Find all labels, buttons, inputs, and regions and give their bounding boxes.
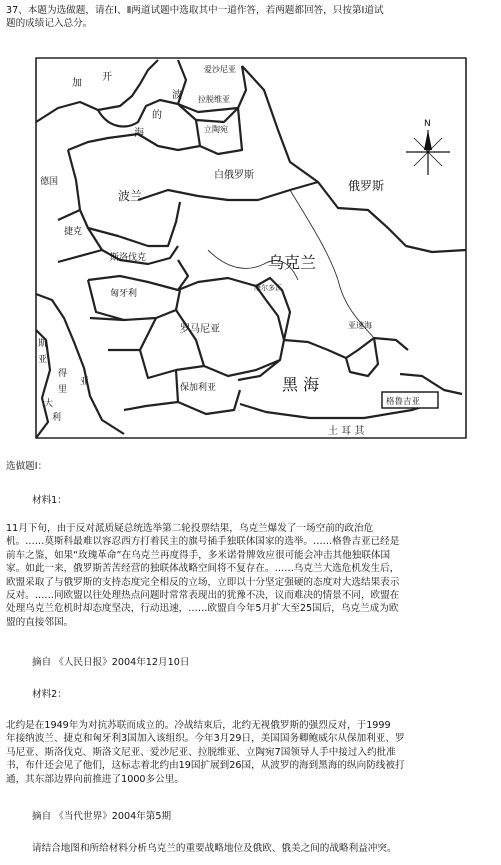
map-label-belarus: 白俄罗斯	[214, 170, 254, 181]
material1-line: 盟的直接邻国。	[6, 616, 74, 628]
map-label-russia: 俄罗斯	[348, 179, 385, 193]
material1-line: 欧盟采取了与俄罗斯的支持态度完全相反的立场，立即以十分坚定强硬的态度对大选结果表示	[6, 576, 400, 588]
map-figure	[28, 50, 471, 443]
map-label-moldova: 摩尔多瓦	[254, 284, 282, 292]
material2-line: 书，布什还会见了他们，这标志着北约由19国扩展到26国，从波罗的海到黑海的纵向防线被打	[6, 760, 405, 772]
map-label-left-top: 加	[72, 78, 82, 89]
material1-line: 11月下旬，由于反对派质疑总统选举第二轮投票结果，乌克兰爆发了一场空前的政治危	[6, 523, 374, 534]
map-label-left: 亚	[80, 377, 90, 387]
material1-line: 机。……莫斯科最难以容忍西方打着民主的旗号插手独联体国家的选举。……格鲁吉亚已经是	[6, 536, 400, 548]
material1-citation: 摘自 《人民日报》2004年12月10日	[32, 657, 190, 668]
map-label-georgia: 格鲁吉亚	[386, 397, 421, 407]
map-label-kaliningrad: 开	[102, 72, 112, 83]
map-label-czech: 捷克	[64, 227, 83, 237]
map-label-germany: 德国	[40, 177, 59, 187]
material2-line: 马尼亚、斯洛伐克、斯洛文尼亚、爱沙尼亚、拉脱维亚、立陶宛7国领导人手中接过入约批准	[6, 746, 396, 758]
material2-body	[6, 719, 496, 786]
map-label-slovakia: 斯洛伐克	[110, 253, 147, 263]
map-label-turkey: 土 耳 其	[328, 426, 365, 437]
material2-citation: 摘自 《当代世界》2004年第5期	[32, 811, 172, 822]
material1-body	[6, 522, 496, 629]
map-label-romania: 罗马尼亚	[180, 324, 220, 335]
map-label-azov: 亚速海	[348, 321, 372, 330]
map-label-poland: 波兰	[118, 189, 143, 203]
material2-line: 年接纳波兰、捷克和匈牙利3国加入该组织。今年3月29日，美国国务卿鲍威尔从保加利亚、罗	[6, 733, 405, 745]
compass-icon	[406, 130, 450, 175]
map-label-baltic-1: 波	[172, 90, 182, 101]
map-label-left: 斯	[38, 339, 48, 349]
material1-line: 反对。……同欧盟以往处理热点问题时常常表现出的犹豫不决，议而难决的情景不同，欧盟在	[6, 590, 400, 602]
map-label-baltic-3: 海	[134, 128, 144, 139]
material2-line: 通，其东部边界向前推进了1000多公里。	[6, 773, 184, 785]
intro-line: 题的成绩记入总分。	[6, 18, 93, 30]
material1-line: 前车之鉴，如果“玫瑰革命”在乌克兰再度得手，多米诺骨牌效应很可能会冲击其他独联体国	[6, 549, 391, 561]
material1-line: 家。如此一来，俄罗斯苦苦经营的独联体战略空间将不复存在。……乌克兰大选危机发生后，	[6, 563, 400, 575]
material2-line: 北约是在1949年为对抗苏联而成立的。冷战结束后，北约无视俄罗斯的强烈反对，于1999	[6, 720, 391, 731]
intro-line: 37、本题为选做题，请在Ⅰ、Ⅱ两道试题中选取其中一道作答，若两题都回答，只按第Ⅰ道试	[6, 5, 384, 16]
map-label-baltic-2: 的	[152, 110, 162, 121]
compass-north-label: N	[424, 119, 431, 129]
map-label-left: 得	[58, 369, 68, 379]
map-label-left: 亚	[38, 355, 48, 365]
map-label-black-sea: 黑 海	[282, 375, 320, 394]
map-label-estonia: 爱沙尼亚	[204, 65, 236, 74]
map-label-bulgaria: 保加利亚	[180, 383, 217, 393]
map-label-left: 大	[44, 399, 54, 409]
question-intro	[6, 4, 496, 31]
map-label-latvia: 拉脱维亚	[198, 95, 230, 104]
map-label-hungary: 匈牙利	[110, 289, 138, 299]
material2-heading: 材料2：	[32, 689, 67, 700]
map-label-left: 里	[58, 385, 68, 395]
map-label-left: 利	[52, 413, 62, 423]
section-title: 选做题Ⅰ：	[6, 461, 48, 472]
map-label-lithuania: 立陶宛	[204, 125, 228, 134]
map-svg	[28, 50, 471, 443]
map-label-ukraine: 乌克兰	[268, 253, 317, 272]
question-prompt: 请结合地图和所给材料分析乌克兰的重要战略地位及俄欧、俄美之间的战略利益冲突。	[32, 843, 397, 854]
material1-heading: 材料1：	[32, 495, 67, 506]
material1-line: 处理乌克兰危机时却态度坚决，行动迅速，……欧盟自今年5月扩大至25国后，乌克兰成为欧	[6, 603, 399, 615]
